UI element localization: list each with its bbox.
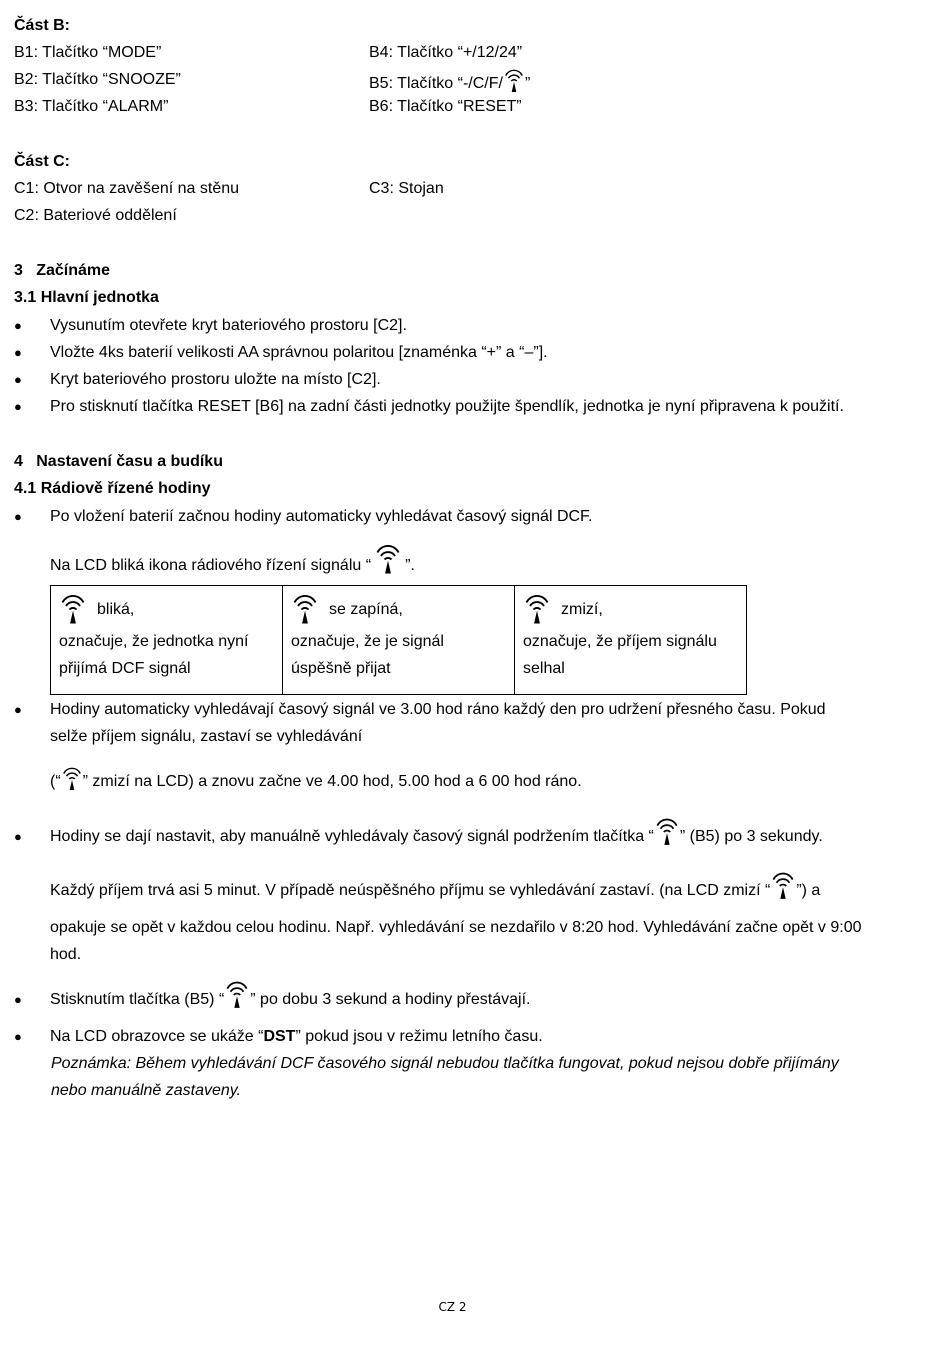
section-4-paragraph (50, 815, 823, 847)
note-text: nebo manuálně zastaveny. (51, 1082, 242, 1099)
signal-status-table (50, 585, 747, 695)
section-4-paragraph: selže příjem signálu, zastaví se vyhledávání (50, 728, 363, 745)
section-4-paragraph (50, 540, 415, 576)
part-c-item-c1: C1: Otvor na zavěšení na stěnu (14, 180, 240, 197)
section-3-item: Kryt bateriového prostoru uložte na místo [C2]. (50, 371, 381, 388)
section-4-text: ” pokud jsou v režimu letního času. (295, 1028, 543, 1045)
signal-state: zmizí, (561, 600, 603, 618)
bullet-icon: ● (14, 318, 22, 333)
part-c-item-c3: C3: Stojan (369, 180, 444, 197)
section-4-text: Každý příjem trvá asi 5 minut. V případě neúspěšného příjmu se vyhledávání zastaví. (na LCD zmizí “ (50, 882, 771, 899)
section-4-text: Hodiny se dají nastavit, aby manuálně vyhledávaly časový signál podržením tlačítka “ (50, 828, 654, 845)
section-4-text: ” po dobu 3 sekund a hodiny přestávají. (250, 991, 531, 1008)
part-b-item-b5 (369, 66, 530, 94)
dst-label: DST (263, 1028, 296, 1045)
bullet-icon: ● (14, 1029, 22, 1044)
bullet-icon: ● (14, 702, 22, 717)
bullet-icon: ● (14, 829, 22, 844)
part-b-item-b5-label: B5: Tlačítko “-/C/F/ (369, 75, 503, 92)
signal-desc: označuje, že je signál (291, 633, 444, 650)
part-c-heading: Část C: (14, 153, 71, 170)
section-4-paragraph (50, 762, 582, 792)
signal-desc: přijímá DCF signál (59, 660, 191, 677)
section-4-heading: 4 Nastavení času a budíku (14, 453, 223, 470)
part-b-heading: Část B: (14, 17, 71, 34)
table-row (51, 586, 747, 695)
section-4-paragraph: Hodiny automaticky vyhledávají časový signál ve 3.00 hod ráno každý den pro udržení přesného času. Pokud (50, 701, 826, 718)
bullet-icon: ● (14, 509, 22, 524)
section-4-text: ”) a (796, 882, 821, 899)
bullet-icon: ● (14, 345, 22, 360)
part-b-item-b6: B6: Tlačítko “RESET” (369, 98, 522, 115)
section-4-text: (“ (50, 773, 61, 790)
section-4-paragraph: Po vložení baterií začnou hodiny automaticky vyhledávat časový signál DCF. (50, 508, 593, 525)
section-3-1-heading: 3.1 Hlavní jednotka (14, 289, 159, 306)
section-4-text: Stisknutím tlačítka (B5) “ (50, 991, 225, 1008)
radio-antenna-icon (61, 766, 83, 792)
section-4-paragraph (50, 1027, 543, 1047)
part-b-item-b3: B3: Tlačítko “ALARM” (14, 98, 169, 115)
bullet-icon: ● (14, 399, 22, 414)
part-b-item-b4: B4: Tlačítko “+/12/24” (369, 44, 523, 61)
section-4-text: Na LCD obrazovce se ukáže “ (50, 1028, 264, 1045)
section-4-paragraph (50, 978, 530, 1010)
note-text: Poznámka: Během vyhledávání DCF časového signál nebudou tlačítka fungovat, pokud nejsou dobře přijímány (51, 1055, 839, 1072)
section-3-item: Pro stisknutí tlačítka RESET [B6] na zadní části jednotky použijte špendlík, jednotka je nyní připravena k použití. (50, 398, 844, 415)
section-3-item: Vložte 4ks baterií velikosti AA správnou polaritou [znaménka “+” a “–”]. (50, 344, 548, 361)
table-cell (283, 586, 515, 695)
section-4-1-heading: 4.1 Rádiově řízené hodiny (14, 480, 211, 497)
radio-antenna-icon (770, 871, 796, 901)
radio-antenna-icon (374, 543, 402, 576)
section-3-item: Vysunutím otevřete kryt bateriového prostoru [C2]. (50, 317, 407, 334)
section-4-text: Na LCD bliká ikona rádiového řízení signálu “ (50, 557, 372, 574)
bullet-icon: ● (14, 372, 22, 387)
radio-antenna-icon (654, 817, 680, 847)
signal-state: se zapíná, (329, 600, 403, 618)
radio-antenna-icon (503, 68, 525, 94)
bullet-icon: ● (14, 992, 22, 1007)
radio-antenna-icon (291, 593, 319, 626)
section-4-paragraph: hod. (50, 946, 82, 963)
radio-antenna-icon (59, 593, 87, 626)
section-4-text: ” (B5) po 3 sekundy. (679, 828, 823, 845)
part-b-item-b2: B2: Tlačítko “SNOOZE” (14, 71, 181, 88)
page-number: CZ 2 (438, 1300, 467, 1314)
radio-antenna-icon (523, 593, 551, 626)
signal-desc: označuje, že jednotka nyní (59, 633, 249, 650)
part-b-item-b5-close: ” (524, 75, 531, 92)
signal-state: bliká, (97, 600, 135, 618)
section-4-text: ”. (405, 557, 415, 574)
signal-desc: selhal (523, 660, 565, 677)
radio-antenna-icon (224, 980, 250, 1010)
section-4-paragraph: opakuje se opět v každou celou hodinu. Např. vyhledávání se nezdařilo v 8:20 hod. Vyhledávání začne opět v 9:00 (50, 919, 862, 936)
section-3-heading: 3 Začínáme (14, 262, 111, 279)
table-cell (515, 586, 747, 695)
part-c-item-c2: C2: Bateriové oddělení (14, 207, 177, 224)
part-b-item-b1: B1: Tlačítko “MODE” (14, 44, 162, 61)
signal-desc: označuje, že příjem signálu (523, 633, 717, 650)
signal-desc: úspěšně přijat (291, 660, 391, 677)
table-cell (51, 586, 283, 695)
section-4-paragraph (50, 869, 820, 901)
section-4-text: ” zmizí na LCD) a znovu začne ve 4.00 hod, 5.00 hod a 6 00 hod ráno. (82, 773, 582, 790)
